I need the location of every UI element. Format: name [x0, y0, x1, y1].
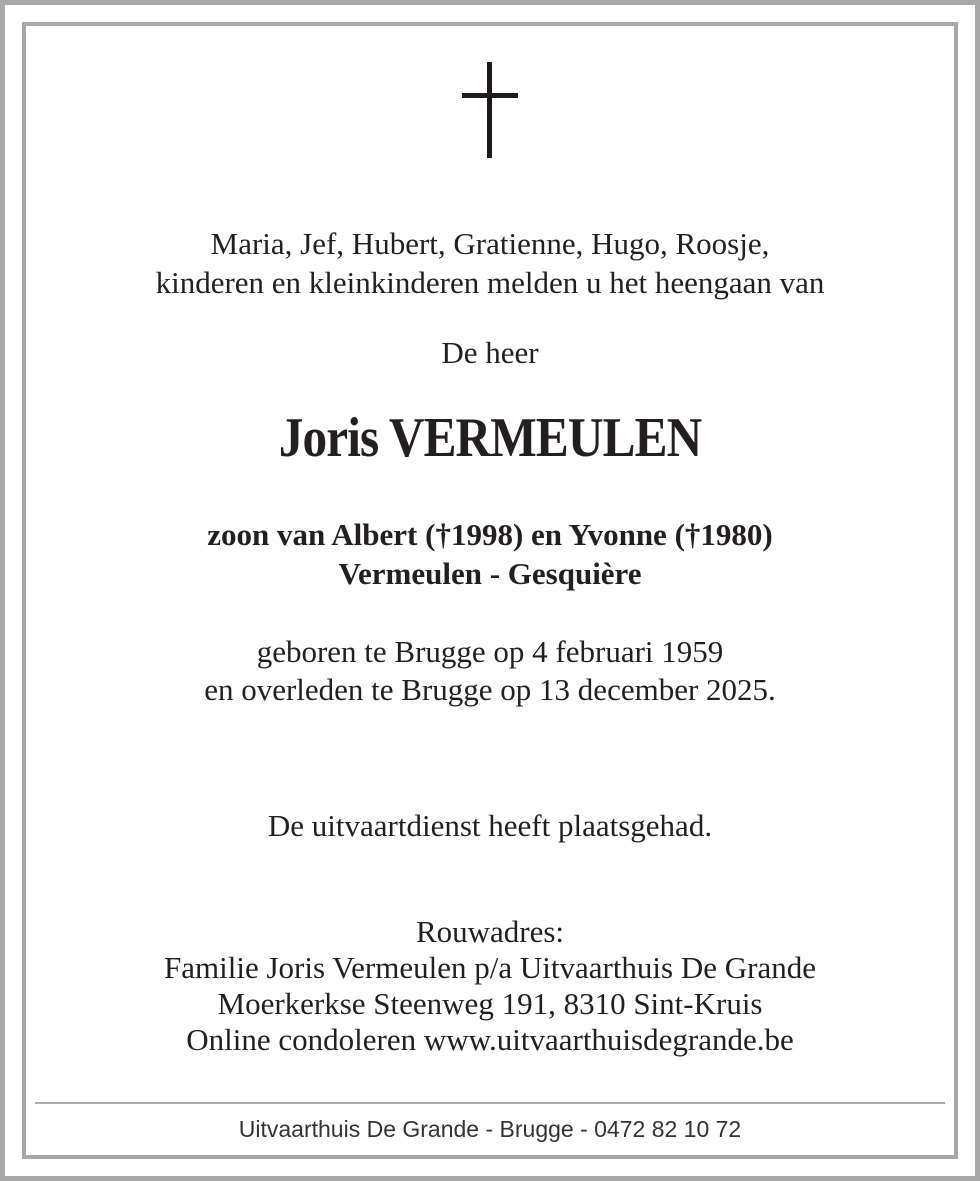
announcement-intro — [0, 224, 980, 302]
life-dates — [0, 633, 980, 709]
cross-icon — [462, 62, 518, 158]
deceased-title: De heer — [441, 335, 539, 370]
address-label: Rouwadres: — [415, 914, 565, 949]
parents-names: zoon van Albert (†1998) en Yvonne (†1980) — [207, 517, 773, 552]
parents-block — [0, 515, 980, 593]
deceased-name: Joris VERMEULEN — [278, 407, 702, 469]
address-online-condolence: Online condoleren www.uitvaarthuisdegrande.be — [186, 1022, 794, 1057]
intro-family-names: Maria, Jef, Hubert, Gratienne, Hugo, Roosje, — [210, 226, 770, 261]
funeral-service-note: De uitvaartdienst heeft plaatsgehad. — [267, 808, 713, 843]
birth-date: geboren te Brugge op 4 februari 1959 — [256, 634, 724, 669]
funeral-home-footer: Uitvaarthuis De Grande - Brugge - 0472 82 10 72 — [238, 1116, 742, 1142]
cross-vertical-bar — [487, 62, 492, 158]
intro-announcement: kinderen en kleinkinderen melden u het heengaan van — [155, 265, 825, 300]
parents-surnames: Vermeulen - Gesquière — [338, 556, 642, 591]
footer-divider — [35, 1102, 945, 1104]
cross-horizontal-bar — [462, 93, 518, 98]
death-date: en overleden te Brugge op 13 december 2025. — [204, 672, 776, 707]
mourning-address — [0, 914, 980, 1058]
address-street: Moerkerkse Steenweg 191, 8310 Sint-Kruis — [217, 986, 763, 1021]
address-family: Familie Joris Vermeulen p/a Uitvaarthuis De Grande — [164, 950, 816, 985]
